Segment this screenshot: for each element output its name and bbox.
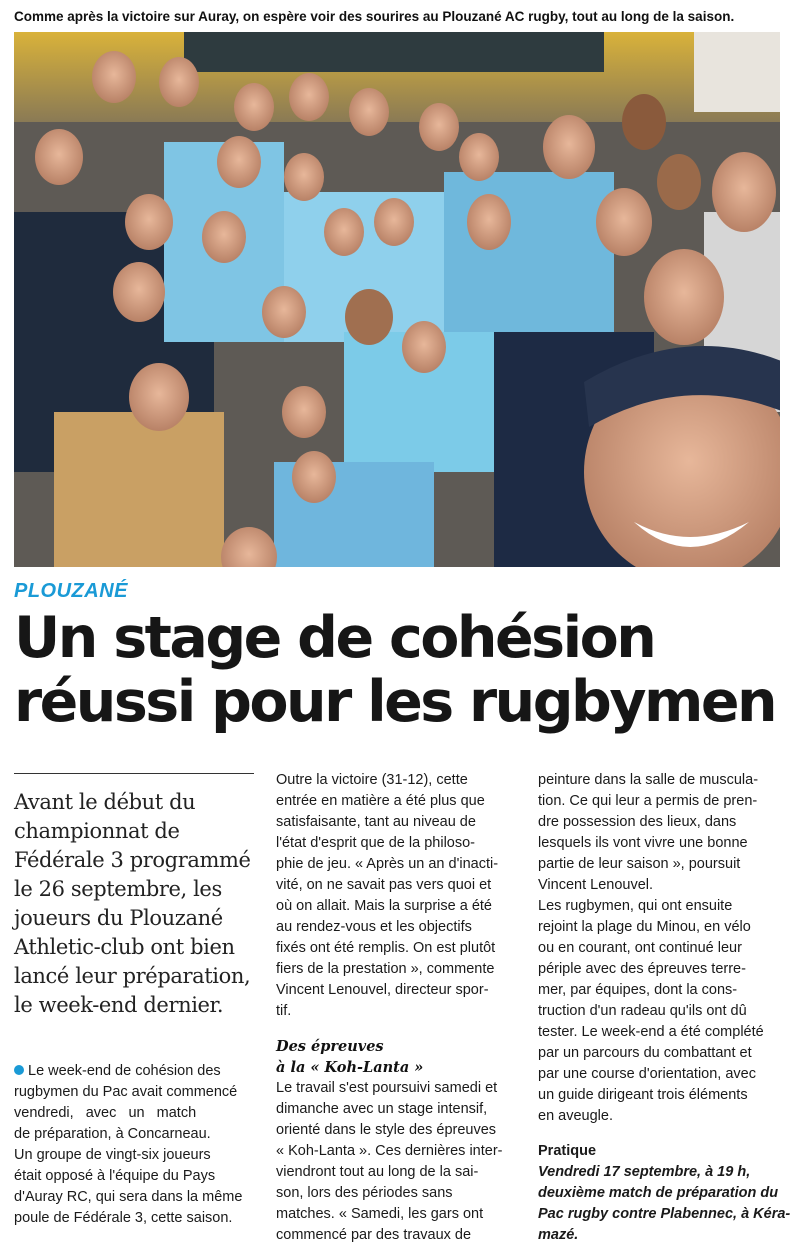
article-column-2 — [276, 770, 520, 1244]
column-line: en aveugle. — [538, 1108, 613, 1124]
column-line: ou en courant, ont continué leur — [538, 940, 742, 956]
pratique-line: Vendredi 17 septembre, à 19 h, — [538, 1164, 751, 1180]
chapo — [14, 788, 258, 1020]
headline — [14, 606, 784, 734]
column-line: tester. Le week-end a été complété — [538, 1024, 764, 1040]
column-line — [14, 1061, 254, 1082]
column-line: vendredi, avec un match — [14, 1105, 197, 1121]
column-line: de préparation, à Concarneau. — [14, 1126, 211, 1142]
column-line: orienté dans le style des épreuves — [276, 1122, 497, 1138]
subheading-line: à la « Koh-Lanta » — [276, 1059, 424, 1076]
column-line: fixés ont été remplis. On est plutôt — [276, 940, 496, 956]
column-line-text: Le week-end de cohésion des — [28, 1063, 221, 1079]
column-line: Le travail s'est poursuivi samedi et — [276, 1080, 498, 1096]
chapo-line: Avant le début du — [14, 790, 196, 814]
pratique-line: mazé. — [538, 1227, 579, 1243]
column-line: Un groupe de vingt-six joueurs — [14, 1147, 211, 1163]
column-line: peinture dans la salle de muscula- — [538, 772, 759, 788]
pratique-line: Pac rugby contre Plabennec, à Kéra- — [538, 1206, 791, 1222]
chapo-divider — [14, 773, 254, 774]
column-line: un guide dirigeant trois éléments — [538, 1087, 748, 1103]
team-photo — [14, 32, 780, 567]
section-label: PLOUZANÉ — [14, 580, 128, 602]
column-line: entrée en matière a été plus que — [276, 793, 485, 809]
column-line: périple avec des épreuves terre- — [538, 961, 746, 977]
chapo-line: championnat de — [14, 819, 180, 843]
column-line: par une course d'orientation, avec — [538, 1066, 756, 1082]
chapo-line: le week-end dernier. — [14, 993, 224, 1017]
column-line: rugbymen du Pac avait commencé — [14, 1084, 238, 1100]
paragraph — [538, 896, 782, 1127]
column-line: fiers de la prestation », commente — [276, 961, 495, 977]
column-line: Vincent Lenouvel, directeur spor- — [276, 982, 489, 998]
column-line: truction d'un radeau qu'ils ont dû — [538, 1003, 747, 1019]
chapo-line: lancé leur préparation, — [14, 964, 251, 988]
article-column-3 — [538, 770, 791, 1244]
column-line: phie de jeu. « Après un an d'inacti- — [276, 856, 499, 872]
column-line: matches. « Samedi, les gars ont — [276, 1206, 484, 1222]
column-line: dimanche avec un stage intensif, — [276, 1101, 488, 1117]
column-line: commencé par des travaux de — [276, 1227, 472, 1243]
column-line: était opposé à l'équipe du Pays — [14, 1168, 216, 1184]
column-line: poule de Fédérale 3, cette saison. — [14, 1210, 233, 1226]
column-line: Vincent Lenouvel. — [538, 877, 654, 893]
paragraph — [276, 1078, 520, 1244]
chapo-line: Athletic-club ont bien — [14, 935, 235, 959]
column-line: mer, par équipes, dont la cons- — [538, 982, 738, 998]
column-line: Les rugbymen, qui ont ensuite — [538, 898, 733, 914]
column-line: au rendez-vous et les objectifs — [276, 919, 472, 935]
paragraph — [276, 770, 520, 1022]
pratique-line: deuxième match de préparation du — [538, 1185, 779, 1201]
team-photo-illustration — [14, 32, 780, 567]
column-line: tif. — [276, 1003, 292, 1019]
subheading-line: Des épreuves — [276, 1038, 384, 1055]
column-line: l'état d'esprit que de la philoso- — [276, 835, 475, 851]
column-line: dre possession des lieux, dans — [538, 814, 737, 830]
chapo-line: joueurs du Plouzané — [14, 906, 223, 930]
photo-caption: Comme après la victoire sur Auray, on espère voir des sourires au Plouzané AC rugby, tout au long de la saison. — [14, 9, 735, 24]
column-line: d'Auray RC, qui sera dans la même — [14, 1189, 243, 1205]
paragraph — [538, 770, 782, 896]
column-line: lesquels ils vont vivre une bonne — [538, 835, 748, 851]
column-line: viendront tout au long de la sai- — [276, 1164, 479, 1180]
column-line: tion. Ce qui leur a permis de pren- — [538, 793, 758, 809]
column-line: vité, on ne savait pas vers quoi et — [276, 877, 492, 893]
column-line: partie de leur saison », poursuit — [538, 856, 741, 872]
bullet-icon — [14, 1065, 24, 1075]
chapo-line: le 26 septembre, les — [14, 877, 222, 901]
pratique-box — [538, 1141, 791, 1244]
headline-line: Un stage de cohésion — [14, 605, 655, 671]
column-line: satisfaisante, tant au niveau de — [276, 814, 476, 830]
column-line: où on allait. Mais la surprise a été — [276, 898, 492, 914]
pratique-title: Pratique — [538, 1143, 597, 1159]
article-column-1 — [14, 1061, 254, 1229]
chapo-line: Fédérale 3 programmé — [14, 848, 251, 872]
column-line: « Koh-Lanta ». Ces dernières inter- — [276, 1143, 503, 1159]
subheading — [276, 1036, 520, 1078]
headline-line: réussi pour les rugbymen — [14, 669, 776, 735]
column-line: Outre la victoire (31-12), cette — [276, 772, 468, 788]
column-line: rejoint la plage du Minou, en vélo — [538, 919, 751, 935]
column-line: par un parcours du combattant et — [538, 1045, 752, 1061]
column-line: son, lors des périodes sans — [276, 1185, 453, 1201]
